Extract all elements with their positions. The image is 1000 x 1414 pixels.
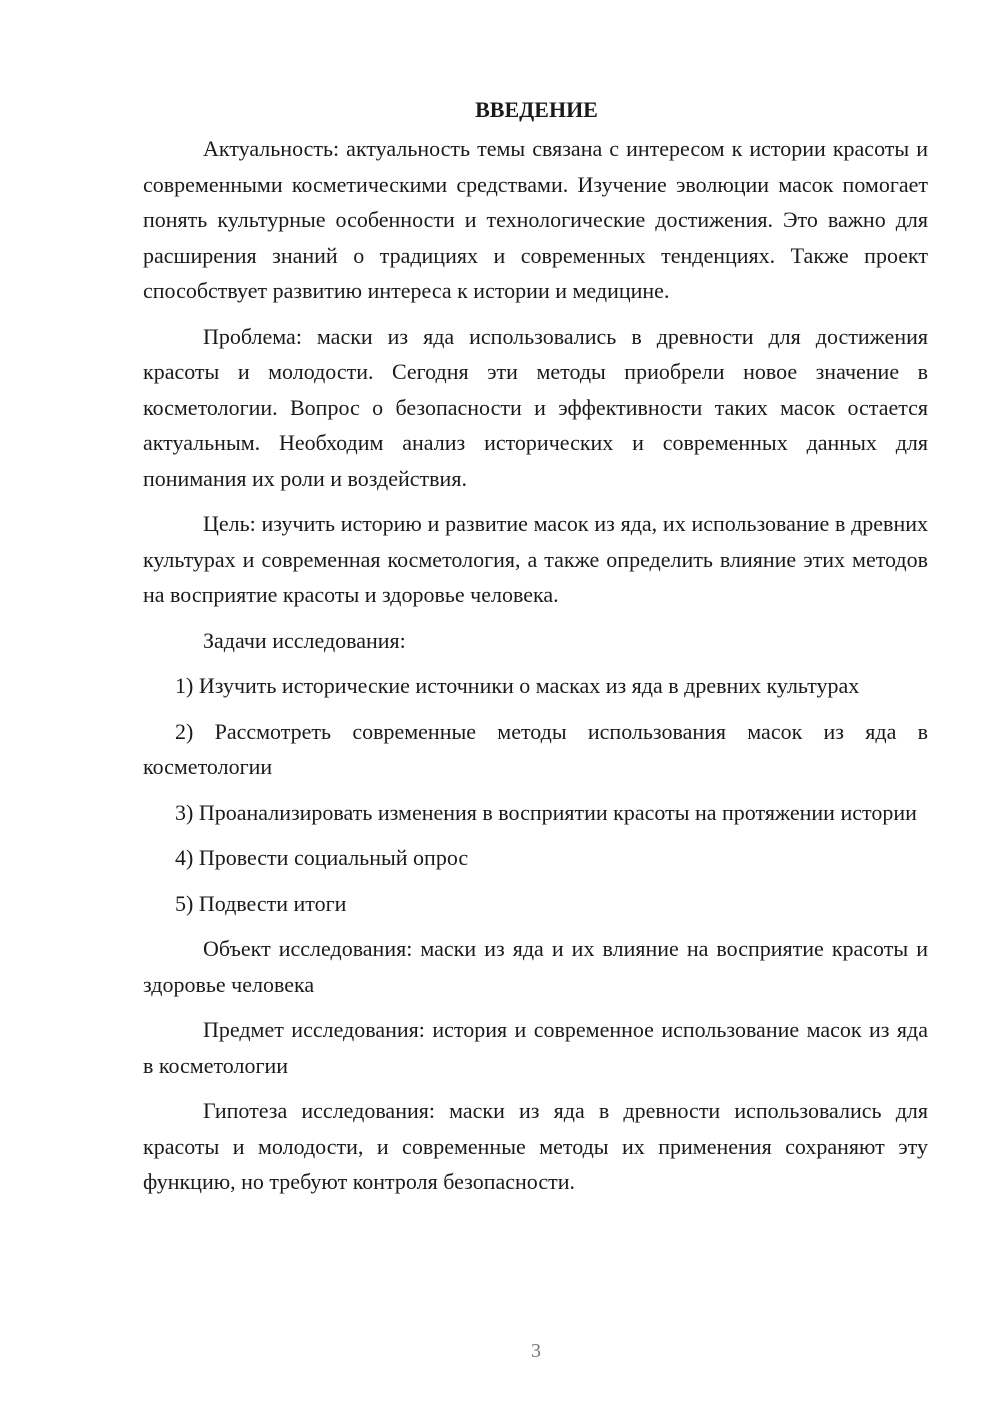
- task-item: 1) Изучить исторические источники о масках из яда в древних культурах: [175, 673, 860, 698]
- task-item: 4) Провести социальный опрос: [175, 845, 469, 870]
- paragraph-object: Объект исследования: маски из яда и их влияние на восприятие красоты и здоровье человека: [143, 936, 928, 997]
- paragraph-goal: Цель: изучить историю и развитие масок из яда, их использование в древних культурах и современная косметология, а также определить влияние этих методов на восприятие красоты и здоровье человека.: [143, 511, 928, 607]
- task-item: 2) Рассмотреть современные методы использования масок из яда в косметологии: [143, 718, 928, 779]
- page-content: [143, 92, 928, 1210]
- page-number: 3: [531, 1340, 541, 1362]
- page-title: ВВЕДЕНИЕ: [475, 97, 598, 122]
- paragraph-problem: Проблема: маски из яда использовались в древности для достижения красоты и молодости. Сегодня эти методы приобрели новое значение в косметологии. Вопрос о безопасности и эффективности таких масок остается актуальным. Необходим анализ исторических и современных данных для понимания их роли и воздействия.: [143, 323, 928, 491]
- task-item: 5) Подвести итоги: [175, 890, 347, 916]
- paragraph-relevance: Актуальность: актуальность темы связана с интересом к истории красоты и современными косметическими средствами. Изучение эволюции масок помогает понять культурные особенности и технологические достижения. Это важно для расширения знаний о традициях и современных тенденциях. Также проект способствует развитию интереса к истории и медицине.: [143, 136, 928, 303]
- task-item: 3) Проанализировать изменения в восприятии красоты на протяжении истории: [175, 799, 917, 825]
- tasks-heading: Задачи исследования:: [203, 627, 406, 653]
- paragraph-hypothesis: Гипотеза исследования: маски из яда в древности использовались для красоты и молодости, и современные методы их применения сохраняют эту функцию, но требуют контроля безопасности.: [143, 1098, 928, 1194]
- paragraph-subject: Предмет исследования: история и современное использование масок из яда в косметологии: [143, 1017, 928, 1078]
